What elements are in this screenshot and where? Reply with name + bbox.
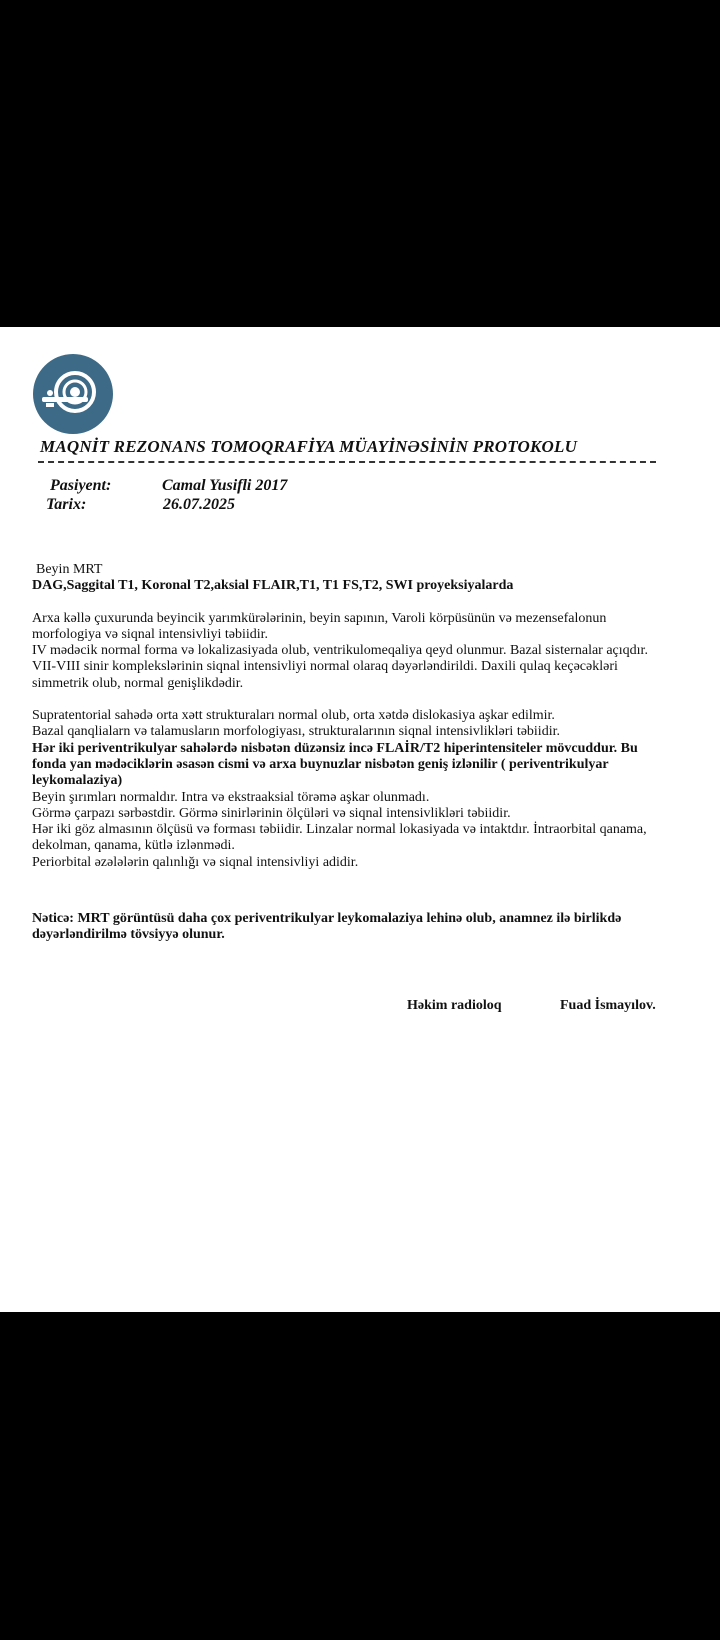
conclusion-line: dəyərləndirilmə tövsiyyə olunur. <box>32 927 225 943</box>
date-label: Tarix: <box>46 496 87 513</box>
para2-line: Supratentorial sahədə orta xətt strukturaları normal olub, orta xətdə dislokasiya aşkar edilmir. <box>32 708 555 724</box>
signature-role: Həkim radioloq <box>407 998 502 1013</box>
finding-line: leykomalaziya) <box>32 773 123 789</box>
para2-line: Bazal qanqlialarn və talamusların morfologiyası, strukturalarının siqnal intensivlikləri təbiidir. <box>32 724 560 740</box>
projections: DAG,Saggital T1, Koronal T2,aksial FLAIR,T1, T1 FS,T2, SWI proyeksiyalarda <box>32 578 514 594</box>
para1-line: simmetrik olub, normal genişlikdədir. <box>32 675 244 691</box>
para1-line: Arxa kəllə çuxurunda beyincik yarımkürələrinin, beyin sapının, Varoli körpüsünün və mezensefalonun <box>32 610 607 626</box>
report-body <box>32 562 682 944</box>
document-page <box>0 327 720 1312</box>
patient-value: Camal Yusifli 2017 <box>162 477 288 494</box>
para1-line: VII-VIII sinir komplekslərinin siqnal intensivliyi normal olaraq dəyərləndirildi. Daxili qulaq keçəcəkləri <box>32 659 618 675</box>
para2-line: Periorbital əzələlərin qalınlığı və siqnal intensivliyi adidir. <box>32 854 359 870</box>
para1-line: morfologiya və siqnal intensivliyi təbiidir. <box>32 626 269 642</box>
date-value: 26.07.2025 <box>163 496 235 513</box>
para2-line: Görmə çarpazı sərbəstdir. Görmə sinirlərinin ölçüləri və siqnal intensivlikləri təbiidir. <box>32 805 511 821</box>
para2-line: dekolman, qanama, kütlə izlənmədi. <box>32 838 235 854</box>
document-title: MAQNİT REZONANS TOMOQRAFİYA MÜAYİNƏSİNİN PROTOKOLU <box>40 437 578 456</box>
para2-line: Beyin şırımları normaldır. Intra və ekstraaksial törəmə aşkar olunmadı. <box>32 789 430 805</box>
para2-line: Hər iki göz almasının ölçüsü və forması təbiidir. Linzalar normal lokasiyada və intaktdır. İntraorbital qanama, <box>32 822 647 838</box>
section-title: Beyin MRT <box>36 562 103 577</box>
finding-line: fonda yan mədəciklərin əsasən cismi və arxa buynuzlar nisbətən geniş izlənilir ( periventrikulyar <box>32 756 609 772</box>
mri-scanner-icon <box>32 353 114 435</box>
finding-line: Hər iki periventrikulyar sahələrdə nisbətən düzənsiz incə FLAİR/T2 hiperintensiteler mövcuddur. Bu <box>32 740 638 756</box>
signature-name: Fuad İsmayılov. <box>560 998 656 1013</box>
divider <box>38 461 656 463</box>
para1-line: IV mədəcik normal forma və lokalizasiyada olub, ventrikulomeqaliya qeyd olunmur. Bazal sisternalar açıqdır. <box>32 643 648 659</box>
patient-label: Pasiyent: <box>50 477 112 494</box>
conclusion-line: Nəticə: MRT görüntüsü daha çox periventrikulyar leykomalaziya lehinə olub, anamnez ilə birlikdə <box>32 911 622 927</box>
